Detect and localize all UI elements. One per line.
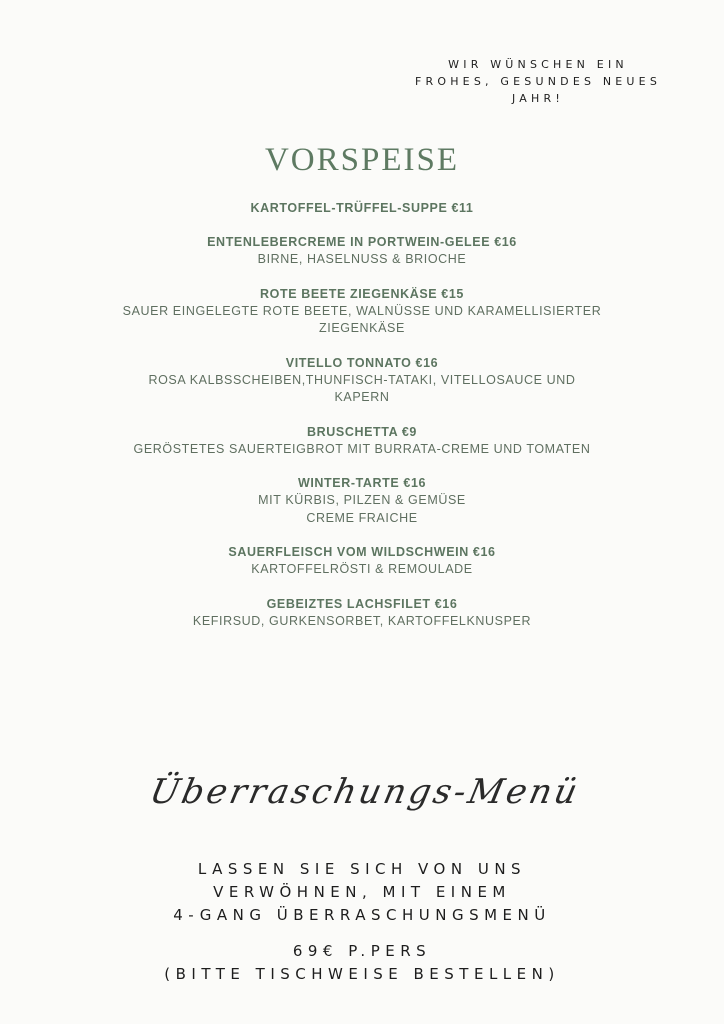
dish-description: KEFIRSUD, GURKENSORBET, KARTOFFELKNUSPER [192, 613, 532, 628]
greeting-line: FROHES, GESUNDES NEUES [414, 75, 662, 88]
dish-description: GERÖSTETES SAUERTEIGBROT MIT BURRATA-CREME UND TOMATEN [133, 441, 591, 456]
dish-description: ZIEGENKÄSE [319, 321, 405, 335]
dish-item [0, 596, 724, 631]
dish-description: SAUER EINGELEGTE ROTE BEETE, WALNÜSSE UND KARAMELLISIERTER [122, 303, 602, 318]
dish-description: MIT KÜRBIS, PILZEN & GEMÜSE [258, 493, 466, 507]
surprise-line: LASSEN SIE SICH VON UNS [197, 860, 527, 878]
dish-item [0, 544, 724, 579]
greeting-line: WIR WÜNSCHEN EIN [448, 58, 628, 71]
dish-name: BRUSCHETTA €9 [307, 424, 417, 439]
dish-name: VITELLO TONNATO €16 [285, 355, 439, 370]
dish-description: ROSA KALBSSCHEIBEN,THUNFISCH-TATAKI, VITELLOSAUCE UND [148, 372, 576, 387]
surprise-menu-text [0, 858, 724, 927]
dish-description: BIRNE, HASELNUSS & BRIOCHE [257, 252, 467, 266]
dish-item [0, 200, 724, 217]
dish-name: WINTER-TARTE €16 [297, 476, 427, 490]
dish-description: KAPERN [334, 390, 390, 404]
section-title: VORSPEISE [264, 142, 460, 178]
surprise-line: VERWÖHNEN, MIT EINEM [213, 883, 511, 901]
greeting-line: JAHR! [512, 92, 564, 105]
dish-name: KARTOFFEL-TRÜFFEL-SUPPE €11 [250, 201, 474, 215]
dish-item [0, 286, 724, 338]
dish-list [0, 200, 724, 647]
surprise-menu-heading: Überraschungs-Menü [146, 772, 584, 812]
dish-item [0, 234, 724, 269]
dish-item [0, 355, 724, 407]
dish-item [0, 475, 724, 527]
price-note: (BITTE TISCHWEISE BESTELLEN) [164, 965, 560, 983]
surprise-line: 4-GANG ÜBERRASCHUNGSMENÜ [173, 906, 551, 924]
dish-description: CREME FRAICHE [306, 510, 418, 525]
surprise-menu-price [0, 940, 724, 986]
dish-description: KARTOFFELRÖSTI & REMOULADE [251, 562, 473, 576]
dish-name: ENTENLEBERCREME IN PORTWEIN-GELEE €16 [207, 235, 517, 249]
new-year-greeting [388, 56, 688, 107]
price-line: 69€ P.PERS [292, 942, 432, 960]
dish-name: GEBEIZTES LACHSFILET €16 [266, 596, 458, 611]
dish-name: SAUERFLEISCH VOM WILDSCHWEIN €16 [228, 545, 496, 559]
dish-item [0, 424, 724, 459]
dish-name: ROTE BEETE ZIEGENKÄSE €15 [260, 286, 464, 301]
